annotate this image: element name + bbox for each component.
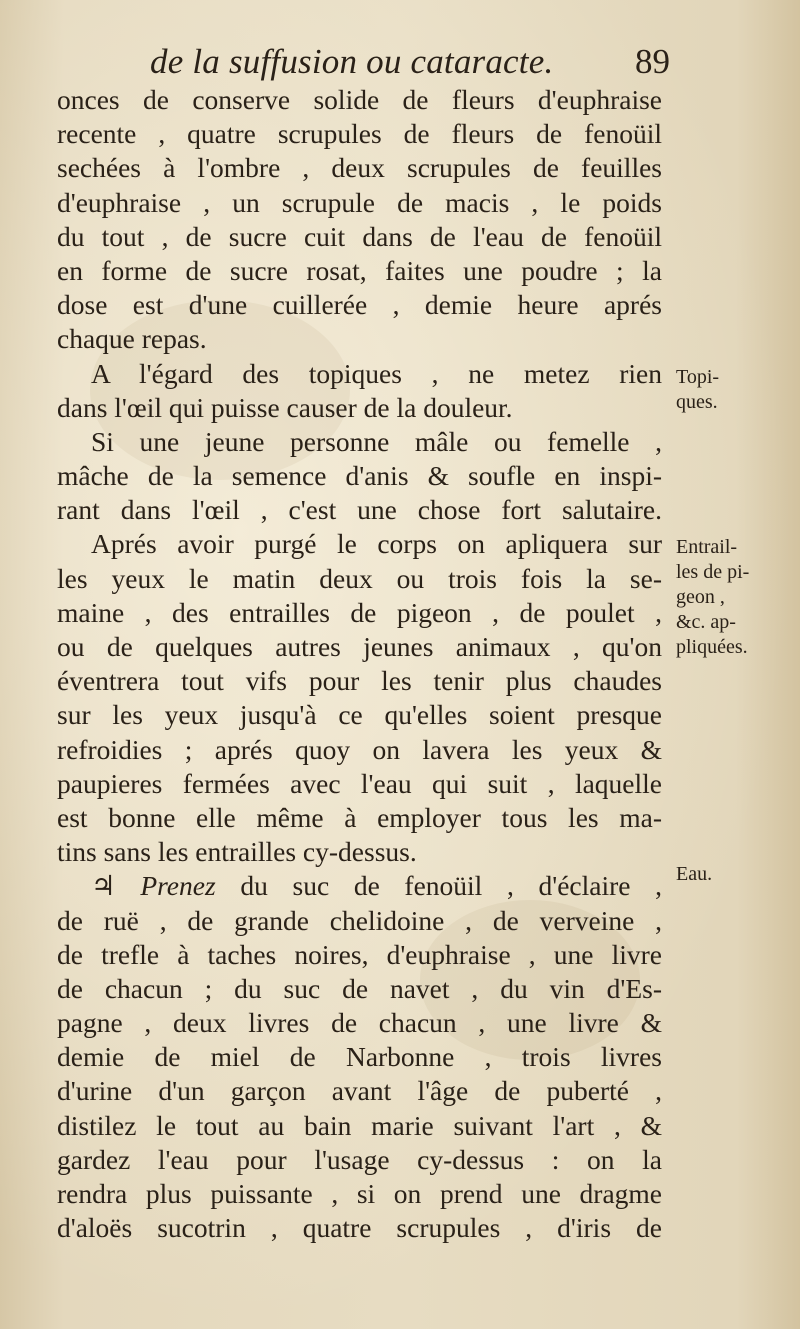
margin-note-line: Entrail- — [676, 536, 738, 558]
margin-note-eau — [676, 862, 712, 887]
text-line: ou de quelques autres jeunes animaux , qu'on — [57, 631, 662, 662]
text-line: chaque repas. — [57, 323, 207, 355]
margin-note-line: les de pi- — [676, 561, 750, 583]
text-line: de chacun ; du suc de navet , du vin d'Es- — [57, 972, 662, 1004]
text-line: rant dans l'œil , c'est une chose fort salutaire. — [57, 494, 662, 526]
margin-note-line: pliquées. — [676, 636, 748, 658]
margin-notes — [676, 0, 794, 1329]
text-line: distilez le tout au bain marie suivant l'art , & — [57, 1109, 662, 1141]
text-line: sechées à l'ombre , deux scrupules de feuilles — [57, 152, 662, 184]
text-line: de trefle à taches noires, d'euphraise , une livre — [57, 938, 662, 970]
margin-note-line: Topi- — [676, 366, 720, 388]
text-line: A l'égard des topiques , ne metez rien — [91, 357, 662, 389]
margin-note-line: geon , — [676, 586, 725, 608]
text-line: du tout , de sucre cuit dans de l'eau de fenoüil — [57, 220, 662, 252]
text-line: dose est d'une cuillerée , demie heure aprés — [57, 289, 662, 321]
text-line: du suc de fenoüil , d'éclaire , — [240, 870, 663, 902]
text-line: Aprés avoir purgé le corps on apliquera sur — [91, 528, 662, 560]
text-line: éventrera tout vifs pour les tenir plus chaudes — [57, 665, 662, 697]
margin-note-entrailles — [676, 535, 749, 660]
text-line: maine , des entrailles de pigeon , de poulet , — [57, 596, 662, 628]
text-line: en forme de sucre rosat, faites une poudre ; la — [57, 254, 662, 286]
margin-note-line: Eau. — [676, 863, 713, 885]
text-line: sur les yeux jusqu'à ce qu'elles soient presque — [57, 699, 662, 731]
margin-note-topiques — [676, 365, 719, 415]
prenez-word: Prenez — [140, 870, 216, 902]
prescription-line — [57, 869, 662, 903]
text-line: pagne , deux livres de chacun , une livre & — [57, 1007, 662, 1039]
text-line: d'urine d'un garçon avant l'âge de puberté , — [57, 1075, 662, 1107]
text-line: recente , quatre scrupules de fleurs de fenoüil — [57, 118, 662, 150]
body-text — [57, 83, 662, 1245]
text-line: d'euphraise , un scrupule de macis , le poids — [57, 186, 662, 218]
text-line: Si une jeune personne mâle ou femelle , — [91, 425, 662, 457]
jupiter-recipe-symbol: ♃ — [91, 870, 116, 902]
text-line: mâche de la semence d'anis & soufle en inspi- — [57, 460, 662, 492]
text-line: paupieres fermées avec l'eau qui suit , laquelle — [57, 767, 662, 799]
text-line: gardez l'eau pour l'usage cy-dessus : on la — [57, 1143, 662, 1175]
margin-note-line: ques. — [676, 391, 718, 413]
text-line: de ruë , de grande chelidoine , de verveine , — [57, 904, 662, 936]
text-line: refroidies ; aprés quoy on lavera les yeux & — [57, 733, 662, 765]
text-line: onces de conserve solide de fleurs d'euphraise — [57, 84, 662, 115]
running-title: de la suffusion ou cataracte. — [150, 42, 554, 81]
text-line: demie de miel de Narbonne , trois livres — [57, 1041, 662, 1073]
text-line: tins sans les entrailles cy-dessus. — [57, 836, 417, 868]
text-line: les yeux le matin deux ou trois fois la se- — [57, 562, 662, 594]
text-line: est bonne elle même à employer tous les ma- — [57, 801, 662, 833]
text-line: d'aloës sucotrin , quatre scrupules , d'iris de — [57, 1212, 662, 1244]
margin-note-line: &c. ap- — [676, 611, 736, 633]
text-line: rendra plus puissante , si on prend une dragme — [57, 1178, 662, 1209]
page-number: 89 — [635, 42, 670, 81]
text-line: dans l'œil qui puisse causer de la douleur. — [57, 391, 513, 423]
